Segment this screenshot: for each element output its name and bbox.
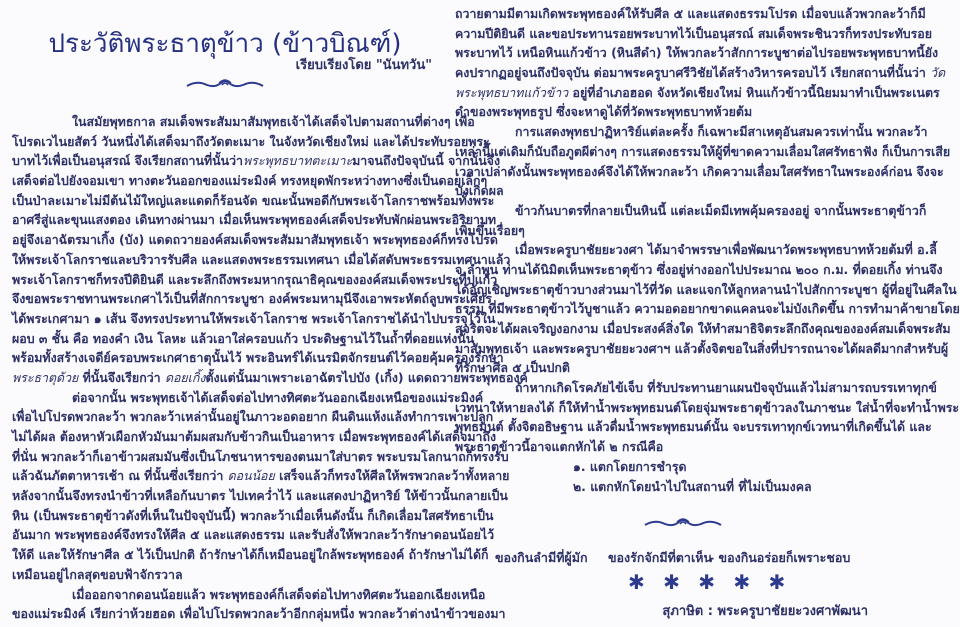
text-line: [455, 240, 937, 260]
text-segment: จึงขอพระราชทานพระเกศาไว้เป็นที่สักการะบูชา องค์พระมหามุนีจึงเอาพระหัตถ์ลูบพระเศียร: [12, 291, 492, 307]
text-line: [12, 230, 498, 250]
text-line: [455, 162, 944, 182]
text-segment: พระธาตุข้าวนี้อาจแตกหักได้ ๒ กรณีคือ: [455, 439, 664, 455]
text-segment: เหล่านี้แต่เดิมก็นับถือภูตผีต่างๆ การแสดงธรรมให้ผู้ที่ขาดความเลื่อมใสศรัทธาฟัง ก็เป็นการเสีย: [455, 143, 951, 159]
text-segment: เสร็จแล้วก็ทรงให้ศีลให้พรพวกละว้าทั้งหลาย: [274, 468, 510, 484]
text-line: [455, 102, 893, 122]
text-segment: มาจนถึงปัจจุบันนี้ จากนั้นจึง: [352, 153, 500, 169]
text-segment: ได้พระเกศามา ๑ เส้น จึงทรงประทานให้พระเจ้าโลกราช พระเจ้าโลกราชได้นำไปบรรจุไว้ใน: [12, 310, 496, 326]
italic-place-name: ดอยเกิ้ง: [164, 369, 206, 385]
text-line: [12, 171, 488, 191]
text-line: [12, 565, 438, 585]
italic-place-name: พระพุทธบาทแก้วข้าว: [455, 84, 569, 100]
text-line: [455, 260, 943, 280]
text-segment: เพิ่มขึ้นเรื่อยๆ: [455, 222, 525, 238]
ornament-divider-icon: [643, 516, 723, 530]
italic-place-name: วัด: [930, 65, 946, 81]
text-segment: มาสัมพุทธเจ้า และพระครูบาชัยยะวงศาฯ แล้วตั้งจิตขอในสิ่งที่ปรารถนาจะได้ผลดีมากสำหรับผู้: [455, 340, 949, 356]
text-line: [12, 151, 500, 171]
text-segment: ของแม่ระมิงค์ เรียกว่าห้วยฮอด เพื่อไปโปรดพวกละว้าอีกกลุ่มหนึ่ง พวกละว้าต่างนำข้าวของมา: [12, 606, 506, 622]
text-segment: อยู่จึงเอาฉัตรมาเกิ้ง (บัง) แดดถวายองค์สมเด็จพระสัมมาสัมพุทธเจ้า พระพุทธองค์ก็ทรงโปรด: [12, 232, 498, 248]
text-segment: ข้าวก้นบาตรที่กลายเป็นหินนี้ แต่ละเม็ดมีเทพคุ้มครองอยู่ จากนั้นพระธาตุข้าวก็: [515, 202, 927, 218]
text-line: [12, 447, 509, 467]
text-line: [12, 388, 484, 408]
text-segment: บาทไว้เพื่อเป็นอนุสรณ์ จึงเรียกสถานที่นั้นว่า: [12, 153, 244, 169]
text-line: [12, 210, 497, 230]
motto-1: ของกินลำมีที่ผู้มัก: [495, 550, 588, 565]
text-segment: โปรดเวไนยสัตว์ วันหนึ่งได้เสด็จมาถึงวัดตะเมาะ ในจังหวัดเชียงใหม่ และได้ประทับรอยพระ: [12, 133, 490, 149]
text-line: [12, 466, 510, 486]
text-segment: ถ้าหากเกิดโรคภัยไข้เจ็บ ที่รับประทานยาแผนปัจจุบันแล้วไม่สามารถบรรเทาทุกข์: [515, 380, 937, 396]
text-segment: ที่รักษาศีล ๕ เป็นปกติ: [455, 360, 570, 376]
text-segment: การแสดงพุทธปาฏิหาริย์แต่ละครั้ง ก็เฉพาะมีสาเหตุอันสมควรเท่านั้น พวกละว้า: [515, 124, 928, 140]
text-segment: เสด็จต่อไปยังจอมเขา ทางตะวันออกของแม่ระมิงค์ ทรงหยุดพักระหว่างทางซึ่งเป็นดอยเล็กๆ: [12, 173, 488, 189]
text-segment: ตั้งแต่นั้นมาเพราะเอาฉัตรไปบัง (เกิ้ง) แดดถวายพระพุทธองค์: [205, 369, 528, 385]
text-line: [12, 250, 511, 270]
text-line: [455, 319, 951, 339]
stars-divider: ✱ ✱ ✱ ✱ ✱: [628, 570, 792, 594]
text-line: [12, 309, 496, 329]
text-line: [12, 545, 489, 565]
text-line: [455, 280, 957, 300]
list-item: ๑. แตกโดยการชำรุด: [573, 458, 687, 474]
text-line: [455, 181, 893, 201]
text-segment: อันมาก พระพุทธองค์จึงทรงให้ศีล ๕ และแสดงธรรม และรับสั่งให้พวกละว้ารักษาดอนน้อยไว้: [12, 527, 495, 543]
text-line: [455, 358, 893, 378]
text-segment: ถวายตามมีตามเกิดพระพุทธองค์ให้รับศีล ๕ และแสดงธรรมโปรด เมื่อจบแล้วพวกละว้าก็มี: [455, 6, 926, 21]
italic-place-name: พระธาตุด้วย: [12, 369, 79, 385]
text-segment: เวทนาให้หายลงได้ ก็ให้ทำน้ำพระพุทธมนต์โดยจุ่มพระธาตุข้าวลงในภาชนะ ใส่น้ำที่จะทำน้ำพระ: [455, 399, 960, 415]
text-line: [12, 132, 490, 152]
text-line: [12, 289, 492, 309]
text-segment: พระเจ้าโลกราชก็ทรงปีติยินดี และระลึกถึงพระมหากรุณาธิคุณขององค์สมเด็จพระประทีปแก้ว: [12, 271, 498, 287]
text-line: [12, 604, 506, 624]
text-segment: หลังจากนั้นจึงทรงนำข้าวที่เหลือก้นบาตร ไปเทคว่ำไว้ และแสดงปาฏิหาริย์ ให้ข้าวนั้นกลายเป็น: [12, 488, 508, 504]
text-line: [455, 142, 951, 162]
text-segment: ความปีติยินดี และขอประทานรอยพระบาทไว้เป็นอนุสรณ์ สมเด็จพระชินวรก็ทรงประทับรอย: [455, 25, 932, 41]
text-line: [12, 270, 498, 290]
text-segment: ไม่ได้ผล ต้องหาหัวเผือกหัวมันมาต้มผสมกับข้าวกินเป็นอาหาร เมื่อพระพุทธองค์ได้เสด็จมาถึง: [12, 429, 497, 444]
italic-place-name: ดอนน้อย: [227, 468, 275, 484]
text-segment: ที่นั้นจึงเรียกว่า: [78, 369, 165, 385]
text-segment: อยู่ที่อำเภอฮอด จังหวัดเชียงใหม่ หินแก้วข้าวนี้นิยมมาทำเป็นพระเนตร: [568, 84, 940, 100]
text-segment: ให้พระเจ้าโลกราชและบริวารรับศีล และแสดงพระธรรมเทศนา เมื่อได้สดับพระธรรมเทศนาแล้ว: [12, 251, 511, 267]
text-segment: ผอบ ๓ ชั้น คือ ทองคำ เงิน โลหะ แล้วเอาใส่ครอบแก้ว ประดิษฐานไว้ในถ้ำที่ดอยแห่งนั้น: [12, 330, 475, 346]
text-segment: เป็นป่าละเมาะไม่มีต้นไม้ใหญ่และแดดก็ร้อนจัด ขณะนั้นพอดีกับพระเจ้าโลกราชพร้อมทั้งพระ: [12, 192, 495, 208]
text-segment: สุจริตจะได้ผลเจริญงอกงาม เมื่อประสงค์สิ่งใด ให้ทำสมาธิจิตระลึกถึงคุณขององค์สมเด็จพระสัม: [455, 321, 951, 336]
text-line: [12, 368, 528, 388]
text-line: [455, 417, 932, 437]
text-line: [12, 191, 495, 211]
text-line: [455, 339, 949, 359]
text-segment: ให้ดี และให้รักษาศีล ๕ ไว้เป็นปกติ ถ้ารักษาได้ก็เหมือนอยู่ใกล้พระพุทธองค์ ถ้ารักษาไม่ได้ก็: [12, 547, 489, 563]
document-title: ประวัติพระธาตุข้าว (ข้าวบิณฑ์): [48, 29, 402, 60]
text-line: [455, 83, 940, 103]
text-segment: เมื่อออกจากดอนน้อยแล้ว พระพุทธองค์ก็เสด็จต่อไปทางทิศตะวันออกเฉียงเหนือ: [72, 586, 486, 602]
text-segment: เหมือนอยู่ไกลสุดขอบฟ้าจักรวาล: [12, 566, 183, 582]
text-segment: เพื่อไปโปรดพวกละว้า พวกละว้าเหล่านั้นอยู่ในภาวะอดอยาก ผืนดินแห้งแล้งทำการเพาะปลูก: [12, 409, 494, 425]
text-line: [12, 525, 495, 545]
text-line: [12, 427, 497, 447]
right-column: [455, 4, 960, 496]
text-segment: อาศรีสู่และขุนแสงตอง เดินทางผ่านมา เมื่อเห็นพระพุทธองค์เสด็จประทับพักผ่อนพระอิริยาบท: [12, 212, 497, 228]
list-item: ๒. แตกหักโดยนำไปในสถานที่ ที่ไม่เป็นมงคล: [573, 478, 812, 494]
text-line: [12, 486, 508, 506]
text-line: [455, 201, 927, 221]
text-segment: จ.ลำพูน ท่านได้นิมิตเห็นพระธาตุข้าว ซึ่งอยู่ห่างออกไปประมาณ ๒๐๐ ก.ม. ที่ดอยเกิ้ง ท่านจึง: [455, 261, 943, 277]
text-line: [455, 437, 893, 457]
text-line: [455, 63, 946, 83]
text-line: [455, 24, 932, 44]
text-line: [12, 329, 475, 349]
text-segment: คงปรากฏอยู่จนถึงปัจจุบัน ต่อมาพระครูบาศรีวิชัยได้สร้างวิหารครอบไว้ เรียกสถานที่นั้นว่า: [455, 65, 931, 81]
text-line: [12, 348, 504, 368]
text-segment: แล้วฉันภัตตาหารเช้า ณ ที่นั้นซึ่งเรียกว่า: [12, 468, 228, 484]
text-segment: ต่อจากนั้น พระพุทธเจ้าได้เสด็จต่อไปทางทิศตะวันออกเฉียงเหนือของแม่ระมิงค์: [72, 389, 484, 405]
text-line: [12, 585, 486, 605]
text-line: [12, 112, 475, 132]
text-segment: พุทธมนต์ ตั้งจิตอธิษฐาน แล้วดื่มน้ำพระพุทธมนต์นั้น จะบรรเทาทุกข์เวทนาที่เกิดขึ้นได้ และ: [455, 419, 932, 435]
italic-place-name: พระพุทธบาทตะเมาะ: [243, 153, 353, 169]
text-line: [12, 407, 494, 427]
text-segment: ดำของพระพุทธรูป ซึ่งจะหาดูได้ที่วัดพระพุทธบาทห้วยต้ม: [455, 104, 753, 120]
byline: เรียบเรียงโดย "นันทวัน": [295, 58, 432, 73]
text-segment: หิน (เป็นพระธาตุข้าวดังที่เห็นในปัจจุบันนี้) พวกละว้าเมื่อเห็นดังนั้น ก็เกิดเลื่อมใสศรัทธาเป็น: [12, 507, 494, 523]
text-line: [455, 299, 960, 319]
motto-2: ของรักจักมีที่ตาเห็น: [608, 550, 713, 565]
text-segment: บังเกิดผล: [455, 183, 504, 199]
text-segment: เมื่อพระครูบาชัยยะวงศา ได้มาจำพรรษาเพื่อพัฒนาวัดพระพุทธบาทห้วยต้มที่ อ.ลี้: [515, 242, 937, 258]
text-line: [455, 378, 937, 398]
text-line: [455, 221, 893, 241]
text-segment: ได้อัญเชิญพระธาตุข้าวบางส่วนมาไว้ที่วัด และแจกให้ลูกหลานนำไปสักการะบูชา ผู้ที่อยู่ในศีลใน: [455, 281, 957, 297]
motto-3: - ของกินอร่อยก็เพราะชอบ: [709, 550, 851, 565]
text-segment: พร้อมทั้งสร้างเจดีย์ครอบพระเกศาธาตุนั้นไว้ พระอินทร์ได้เนรมิตจักรยนต์ไว้คอยคุ้มครองรักษา: [12, 350, 504, 366]
text-line: [455, 122, 928, 142]
ornament-divider-icon: [185, 77, 265, 91]
text-segment: ในสมัยพุทธกาล สมเด็จพระสัมมาสัมพุทธเจ้าได้เสด็จไปตามสถานที่ต่างๆ เพื่อ: [72, 114, 475, 129]
text-line: [455, 398, 960, 418]
signature: สุภาษิต : พระครูบาชัยยะวงศาพัฒนา: [662, 604, 868, 619]
text-segment: เวลาเปล่าดังนั้นพระพุทธองค์จึงได้ให้พวกละว้า เกิดความเลื่อมใสศรัทธาในพระองค์ก่อน จึงจะ: [455, 163, 944, 179]
text-line: [455, 43, 939, 63]
text-line: [12, 506, 494, 526]
text-line: [455, 4, 926, 24]
text-segment: ธรรม ที่มีพระธาตุข้าวไว้บูชาแล้ว ความอดอยากขาดแคลนจะไม่บังเกิดขึ้น การทำมาค้าขายโดย: [455, 301, 960, 317]
text-segment: ที่นั่น พวกละว้าก็เอาข้าวผสมมันซึ่งเป็นโภชนาหารของตนมาใส่บาตร พระบรมโลกนาถก็ทรงรับ: [12, 448, 509, 464]
text-segment: พระบาทไว้ เหนือหินแก้วข้าว (หินสีดำ) ให้พวกละว้าสักการะบูชาต่อไปรอยพระพุทธบาทนี้ยัง: [455, 45, 939, 61]
